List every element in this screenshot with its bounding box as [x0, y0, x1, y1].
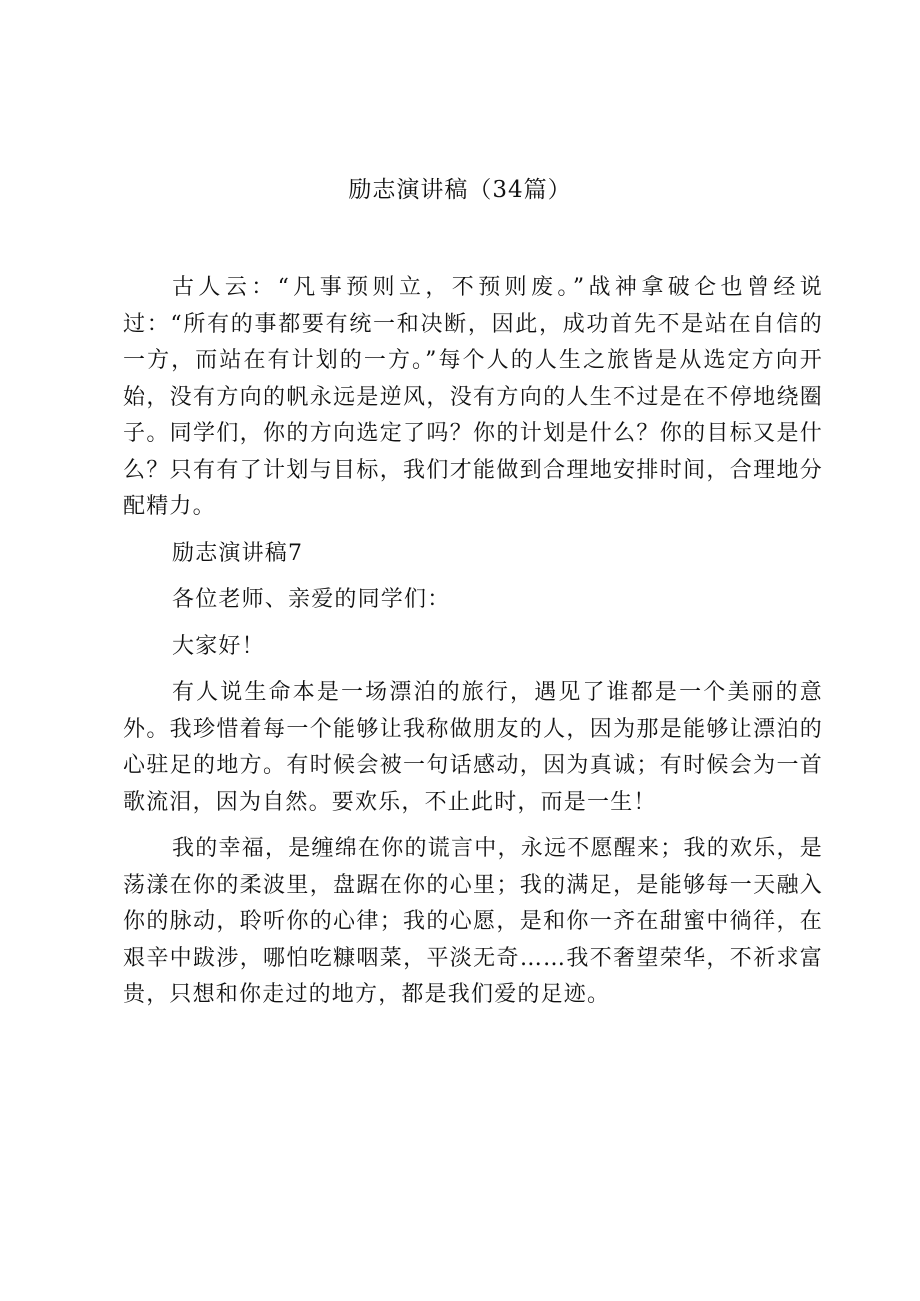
document-body — [123, 270, 823, 1014]
document-title: 励志演讲稿（34篇） — [348, 177, 572, 203]
greeting: 大家好！ — [172, 633, 265, 659]
paragraph-happiness: 我的幸福，是缠绵在你的谎言中，永远不愿醒来；我的欢乐，是荡漾在你的柔波里，盘踞在你的心里；我的满足，是能够每一天融入你的脉动，聆听你的心律；我的心愿，是和你一齐在甜蜜中徜徉，在艰辛中跋涉，哪怕吃糠咽菜，平淡无奇……我不奢望荣华，不祈求富贵，只想和你走过的地方，都是我们爱的足迹。 — [123, 836, 823, 1007]
paragraph-life-journey: 有人说生命本是一场漂泊的旅行，遇见了谁都是一个美丽的意外。我珍惜着每一个能够让我称做朋友的人，因为那是能够让漂泊的心驻足的地方。有时候会被一句话感动，因为真诚；有时候会为一首歌流泪，因为自然。要欢乐，不止此时，而是一生！ — [123, 680, 823, 815]
section-heading: 励志演讲稿7 — [172, 540, 304, 566]
salutation: 各位老师、亲爱的同学们： — [172, 587, 451, 612]
paragraph-intro: 古人云：“凡事预则立，不预则废。”战神拿破仑也曾经说过：“所有的事都要有统一和决断，因此，成功首先不是站在自信的一方，而站在有计划的一方。”每个人的人生之旅皆是从选定方向开始，没有方向的帆永远是逆风，没有方向的人生不过是在不停地绕圈子。同学们，你的方向选定了吗？你的计划是什么？你的目标又是什么？只有有了计划与目标，我们才能做到合理地安排时间，合理地分配精力。 — [123, 275, 823, 519]
